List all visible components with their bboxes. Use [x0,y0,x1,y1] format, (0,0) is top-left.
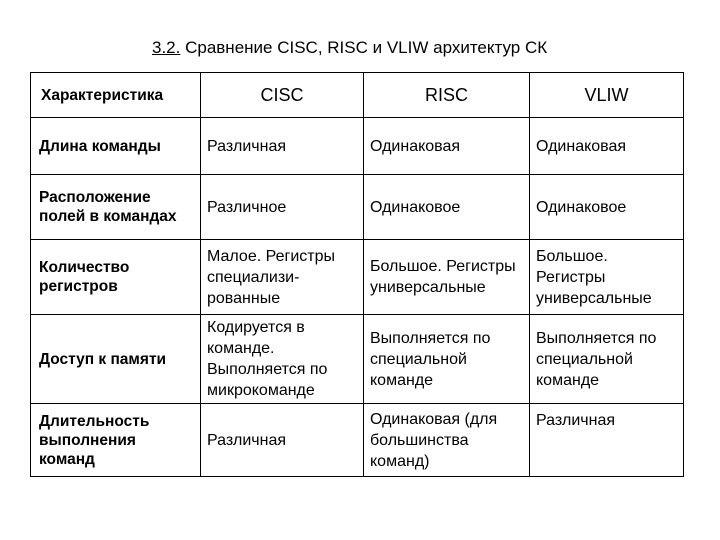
cell-vliw: Одинаковое [530,175,684,240]
cell-cisc: Различная [201,404,364,477]
cell-risc: Одинаковая (для большинства команд) [364,404,530,477]
cell-cisc: Кодируется в команде. Выполняется по микрокоманде [201,315,364,404]
cell-cisc: Различная [201,118,364,175]
table-row [31,240,684,315]
header-cisc: CISC [201,73,364,118]
title-text: Сравнение CISC, RISC и VLIW архитектур СК [180,38,548,57]
row-label: Доступ к памяти [31,315,201,404]
row-label: Длительность выполнения команд [31,404,201,477]
cell-risc: Выполняется по специальной команде [364,315,530,404]
header-characteristic: Характеристика [31,73,201,118]
table-row [31,118,684,175]
comparison-table [30,72,684,477]
cell-cisc: Малое. Регистры специализи-рованные [201,240,364,315]
cell-vliw: Выполняется по специальной команде [530,315,684,404]
header-vliw: VLIW [530,73,684,118]
table-row [31,315,684,404]
cell-cisc: Различное [201,175,364,240]
cell-vliw: Большое. Регистры универсальные [530,240,684,315]
cell-risc: Одинаковое [364,175,530,240]
row-label: Длина команды [31,118,201,175]
cell-vliw: Различная [530,404,684,477]
slide-title [152,38,572,57]
header-risc: RISC [364,73,530,118]
title-number: 3.2. [152,38,181,57]
cell-vliw: Одинаковая [530,118,684,175]
table-row [31,404,684,477]
table-header-row [31,73,684,118]
row-label: Расположение полей в командах [31,175,201,240]
table-row [31,175,684,240]
cell-risc: Одинаковая [364,118,530,175]
cell-risc: Большое. Регистры универсальные [364,240,530,315]
row-label: Количество регистров [31,240,201,315]
